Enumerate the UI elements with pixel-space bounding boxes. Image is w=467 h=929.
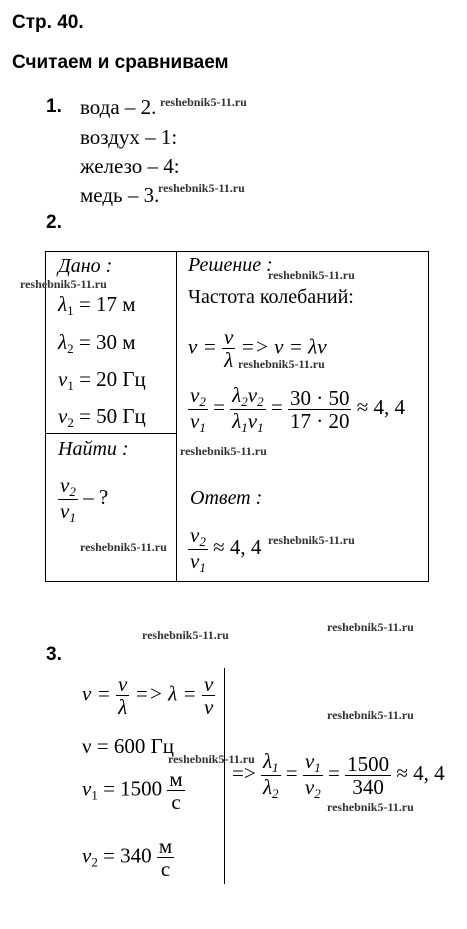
watermark: reshebnik5-11.ru	[158, 181, 245, 195]
task3-divider	[224, 668, 225, 884]
page-number: Стр. 40.	[12, 12, 84, 33]
watermark: reshebnik5-11.ru	[268, 268, 355, 282]
watermark: reshebnik5-11.ru	[168, 752, 255, 766]
task1-item-copper: медь – 3.	[80, 183, 160, 207]
watermark: reshebnik5-11.ru	[80, 540, 167, 554]
given-lambda2: $\lambda_2 = 30$ м	[58, 330, 136, 356]
task2-number: 2.	[46, 212, 62, 233]
answer-label: Ответ :	[190, 487, 263, 509]
watermark: reshebnik5-11.ru	[327, 620, 414, 634]
formula-frequency: ν = $\frac{v}{\lambda}$ => ν = λν	[188, 325, 327, 373]
watermark: reshebnik5-11.ru	[238, 357, 325, 371]
find-ratio: $\frac{\nu_2}{\nu_1}$ – ?	[60, 473, 109, 525]
given-lambda1: $\lambda_1 = 17$ м	[58, 292, 136, 318]
watermark: reshebnik5-11.ru	[180, 444, 267, 458]
task3-v1: $v_1 = 1500$ $\frac{м}{с}$	[82, 767, 183, 815]
task3-nu: ν = 600 Гц	[82, 734, 174, 758]
task1-number: 1.	[46, 96, 62, 117]
watermark: reshebnik5-11.ru	[20, 277, 107, 291]
task3-number: 3.	[46, 644, 62, 665]
solution-label: Решение :	[188, 254, 273, 276]
formula-calc: $\frac{\nu_2}{\nu_1}$ = $\frac{\lambda_2\nu_2}{\lambda_1\nu_1}$ = $\frac{30 \cdot 50}{17 \cdot 20}$ ≈ 4, 4	[190, 383, 405, 435]
watermark: reshebnik5-11.ru	[268, 533, 355, 547]
watermark: reshebnik5-11.ru	[327, 800, 414, 814]
task1-item-iron: железо – 4:	[80, 154, 180, 178]
task3-formula: ν = $\frac{v}{\lambda}$ => λ = $\frac{v}{\nu}$	[82, 672, 214, 720]
given-nu1: $\nu_1 = 20$ Гц	[58, 367, 146, 393]
task3-v2: $v_2 = 340$ $\frac{м}{с}$	[82, 834, 173, 882]
given-nu2: $\nu_2 = 50$ Гц	[58, 404, 146, 430]
watermark: reshebnik5-11.ru	[142, 628, 229, 642]
task1-item-air: воздух – 1:	[80, 125, 178, 149]
task3-calc: => $\frac{\lambda_1}{\lambda_2}$ = $\frac{v_1}{v_2}$ = $\frac{1500}{340}$ ≈ 4, 4	[232, 749, 445, 801]
answer-value: $\frac{\nu_2}{\nu_1}$ ≈ 4, 4	[190, 523, 262, 575]
watermark: reshebnik5-11.ru	[160, 95, 247, 109]
task1-item-water: вода – 2.	[80, 95, 157, 119]
watermark: reshebnik5-11.ru	[327, 708, 414, 722]
given-label: Дано :	[58, 255, 113, 277]
solution-title: Частота колебаний:	[188, 286, 354, 308]
section-title: Считаем и сравниваем	[12, 52, 229, 73]
find-label: Найти :	[58, 438, 129, 460]
